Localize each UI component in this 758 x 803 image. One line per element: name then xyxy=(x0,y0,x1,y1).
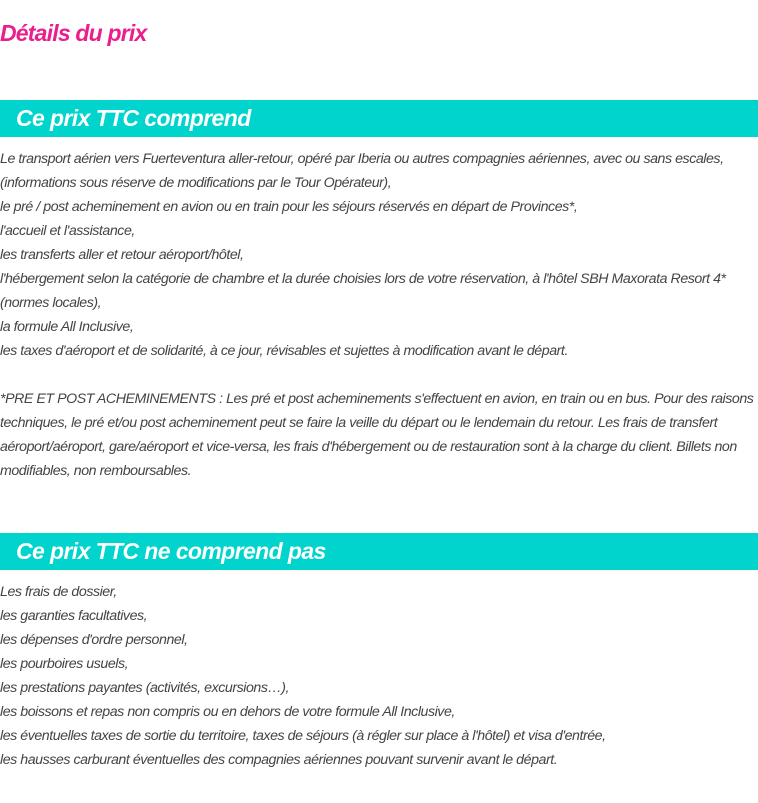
list-item: les pourboires usuels, xyxy=(0,656,129,672)
excluded-list xyxy=(0,580,758,772)
included-list xyxy=(0,147,758,483)
list-item: Les frais de dossier, xyxy=(0,584,117,600)
list-item: les dépenses d'ordre personnel, xyxy=(0,632,188,648)
list-item: les prestations payantes (activités, excursions…), xyxy=(0,680,289,696)
list-item: Le transport aérien vers Fuerteventura aller-retour, opéré par Iberia ou autres compagnies aériennes, avec ou sans escales, (informations sous réserve de modifications par le Tour Opérateur), xyxy=(0,151,724,191)
list-item: le pré / post acheminement en avion ou en train pour les séjours réservés en départ de Provinces*, xyxy=(0,199,578,215)
list-item: les garanties facultatives, xyxy=(0,608,148,624)
excluded-heading: Ce prix TTC ne comprend pas xyxy=(0,533,758,570)
acheminement-note: *PRE ET POST ACHEMINEMENTS : Les pré et post acheminements s'effectuent en avion, en train ou en bus. Pour des raisons techniques, le pré et/ou post acheminement peut se faire la veille du départ ou le lendemain du retour. Les frais de transfert aéroport/aéroport, gare/aéroport et vice-versa, les frais d'hébergement ou de restauration sont à la charge du client. Billets non modifiables, non remboursables. xyxy=(0,391,754,479)
list-item: les hausses carburant éventuelles des compagnies aériennes pouvant survenir avant le départ. xyxy=(0,752,558,768)
list-item: l'hébergement selon la catégorie de chambre et la durée choisies lors de votre réservation, à l'hôtel SBH Maxorata Resort 4* (normes locales), xyxy=(0,271,726,311)
list-item: la formule All Inclusive, xyxy=(0,319,134,335)
list-item: l'accueil et l'assistance, xyxy=(0,223,135,239)
list-item: les boissons et repas non compris ou en dehors de votre formule All Inclusive, xyxy=(0,704,455,720)
list-item: les éventuelles taxes de sortie du territoire, taxes de séjours (à régler sur place à l'hôtel) et visa d'entrée, xyxy=(0,728,606,744)
included-heading: Ce prix TTC comprend xyxy=(0,100,758,137)
page-title: Détails du prix xyxy=(0,20,147,46)
list-item: les transferts aller et retour aéroport/hôtel, xyxy=(0,247,244,263)
list-item: les taxes d'aéroport et de solidarité, à ce jour, révisables et sujettes à modification avant le départ. xyxy=(0,343,568,359)
